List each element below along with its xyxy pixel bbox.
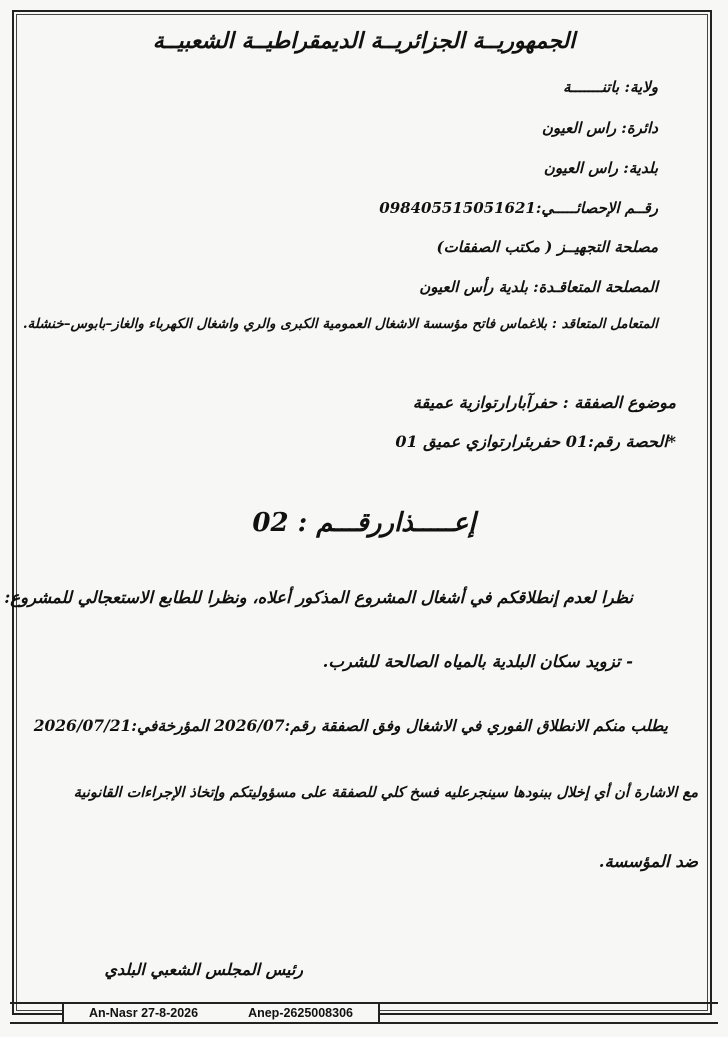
body-line-4: مع الاشارة أن أي إخلال ببنودها سينجرعليه فسخ كلي للصفقة على مسؤوليتكم وإتخاذ الإجراءات القانونية	[73, 784, 698, 801]
body-line-5: ضد المؤسسة.	[598, 852, 698, 871]
signature: رئيس المجلس الشعبي البلدي	[104, 960, 303, 979]
wilaya-line: ولاية: باتنـــــــة	[562, 78, 658, 96]
anep-ref: Anep-2625008306	[248, 1006, 353, 1020]
contractor-line: المتعامل المتعاقد : بلاغماس فاتح مؤسسة الاشغال العمومية الكبرى والري واشغال الكهرباء والغاز–بابوس–خنشلة.	[22, 316, 658, 332]
contracting-service-line: المصلحة المتعاقـدة: بلدية رأس العيون	[419, 278, 658, 296]
baladia-line: بلدية: راس العيون	[543, 159, 658, 177]
document-title: الجمهوريــة الجزائريــة الديمقراطيــة الشعبيــة	[152, 28, 576, 54]
warning-title: إعـــــذاررقـــم : 02	[252, 508, 476, 538]
subject-line: موضوع الصفقة : حفرآبارارتوازية عميقة	[412, 393, 676, 412]
body-line-1: نظرا لعدم إنطلاقكم في أشغال المشروع المذكور أعلاه، ونظرا للطابع الاستعجالي للمشروع:	[4, 588, 633, 607]
footer-reference-box	[62, 1002, 380, 1024]
lot-line: *الحصة رقم:01 حفربئرارتوازي عميق 01	[395, 432, 676, 451]
stat-number-line: رقــم الإحصائـــــي:098405515051621	[379, 199, 658, 217]
publication-ref: An-Nasr 27-8-2026	[88, 1006, 199, 1020]
service-line: مصلحة التجهيــز ( مكتب الصفقات)	[436, 238, 658, 256]
daira-line: دائرة: راس العيون	[541, 119, 658, 137]
body-line-2: - تزويد سكان البلدية بالمياه الصالحة للشرب.	[322, 652, 633, 671]
body-line-3: يطلب منكم الانطلاق الفوري في الاشغال وفق الصفقة رقم:2026/07 المؤرخةفي:2026/07/21	[33, 716, 668, 735]
